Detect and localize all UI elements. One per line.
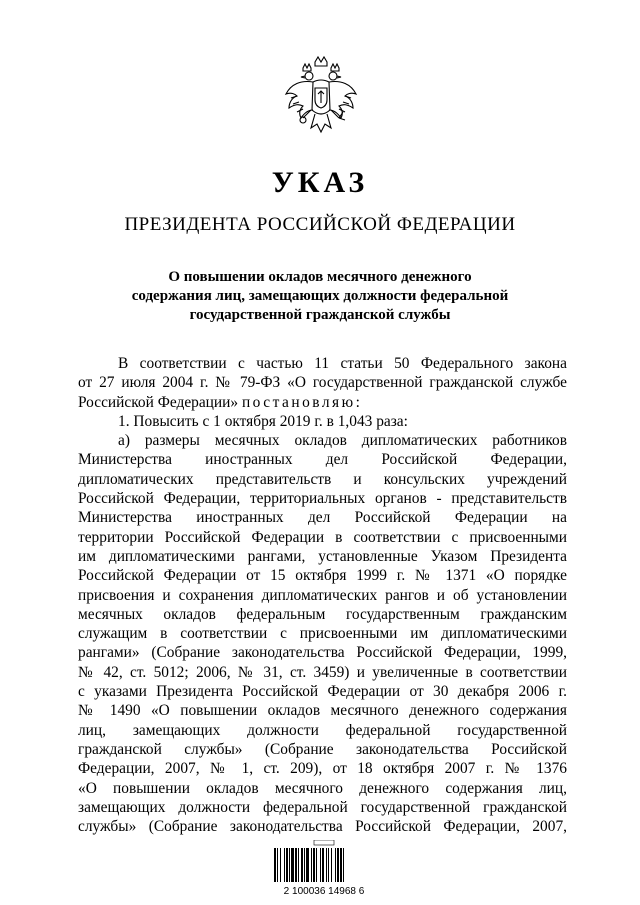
barcode-bar <box>328 848 329 882</box>
body-line: месячных окладов федеральным государственным гражданским <box>78 605 567 623</box>
body-line: присвоения и сохранения дипломатических рангов и об установлении <box>78 586 567 604</box>
barcode-bar <box>343 848 344 882</box>
body-line: лиц, замещающих должности федеральной государственной <box>78 721 567 739</box>
body-line: № 1490 «О повышении окладов месячного денежного содержания <box>78 702 567 720</box>
body-line: гражданской службы» (Собрание законодательства Российской <box>78 740 567 758</box>
barcode-bar <box>295 848 297 882</box>
heading-line: содержания лиц, замещающих должности федеральной <box>131 288 509 304</box>
body-line: № 42, ст. 5012; 2006, № 31, ст. 3459) и увеличенные в соответствии <box>78 663 567 681</box>
body-line: замещающих должности федеральной государственной гражданской <box>78 798 567 816</box>
barcode-bar <box>337 848 339 882</box>
barcode-bar <box>301 848 303 882</box>
barcode-bar <box>326 848 327 882</box>
body-line: Министерства иностранных дел Российской Федерации, <box>78 451 567 469</box>
barcode-number: 2 100036 14968 6 <box>283 886 365 897</box>
body-line: Федерации, 2007, № 1, ст. 209), от 18 октября 2007 г. № 1376 <box>78 760 567 778</box>
heading-line: О повышении окладов месячного денежного <box>168 269 472 285</box>
barcode-icon <box>268 840 380 884</box>
barcode-bar <box>304 848 305 882</box>
body-line-part: постановляю: <box>241 393 363 411</box>
body-line: рангами» (Собрание законодательства Российской Федерации, 1999, <box>78 644 567 662</box>
body-line: «О повышении окладов месячного денежного содержания лиц, <box>78 779 567 797</box>
body-line: Министерства иностранных дел Российской Федерации на <box>78 509 567 527</box>
decree-body <box>78 354 567 836</box>
body-line: 1. Повысить с 1 октября 2019 г. в 1,043 раза: <box>118 412 408 430</box>
body-line: В соответствии с частью 11 статьи 50 Федерального закона <box>118 355 567 372</box>
barcode-bar <box>298 848 299 882</box>
barcode-bar <box>274 848 276 882</box>
barcode-bar <box>280 848 281 882</box>
barcode-bar <box>340 848 342 882</box>
barcode-bar <box>322 848 324 882</box>
barcode-bar <box>335 848 336 882</box>
heading-line: государственной гражданской службы <box>189 307 451 323</box>
body-line: Российской Федерации, территориальных органов - представительств <box>78 490 567 508</box>
document-subtitle: ПРЕЗИДЕНТА РОССИЙСКОЙ ФЕДЕРАЦИИ <box>124 214 516 235</box>
barcode-bar <box>284 848 285 882</box>
body-line: служащим в соответствии с присвоенными им дипломатическими <box>78 625 567 643</box>
barcode-bar <box>286 848 288 882</box>
body-line: а) размеры месячных окладов дипломатических работников <box>118 432 567 450</box>
body-line: Российской Федерации от 15 октября 1999 г. № 1371 «О порядке <box>78 567 567 585</box>
barcode-bar <box>316 848 317 882</box>
body-line: службы» (Собрание законодательства Российской Федерации, 2007, <box>78 818 567 836</box>
body-line: от 27 июля 2004 г. № 79-ФЗ «О государственной гражданской службе <box>78 374 567 392</box>
body-line: им дипломатическими рангами, установленные Указом Президента <box>78 547 567 565</box>
barcode-bar <box>277 848 278 882</box>
barcode-mark <box>314 840 334 845</box>
barcode-bar <box>306 848 309 882</box>
body-line: дипломатических представительств и консульских учреждений <box>78 470 567 488</box>
barcode-bar <box>331 848 332 882</box>
body-line: территории Российской Федерации в соответствии с присвоенными <box>78 528 567 546</box>
barcode-bar <box>320 848 321 882</box>
barcode-bar <box>291 848 294 882</box>
barcode-bar <box>313 848 315 882</box>
state-emblem-icon <box>283 54 359 140</box>
barcode-bar <box>311 848 312 882</box>
decree-heading <box>100 268 540 325</box>
body-line-part: Российской Федерации» <box>78 393 239 411</box>
body-line <box>78 393 567 412</box>
document-title: УКАЗ <box>271 166 369 199</box>
body-line: с указами Президента Российской Федерации от 30 декабря 2006 г. <box>78 683 567 701</box>
barcode <box>268 840 380 900</box>
barcode-bar <box>289 848 290 882</box>
